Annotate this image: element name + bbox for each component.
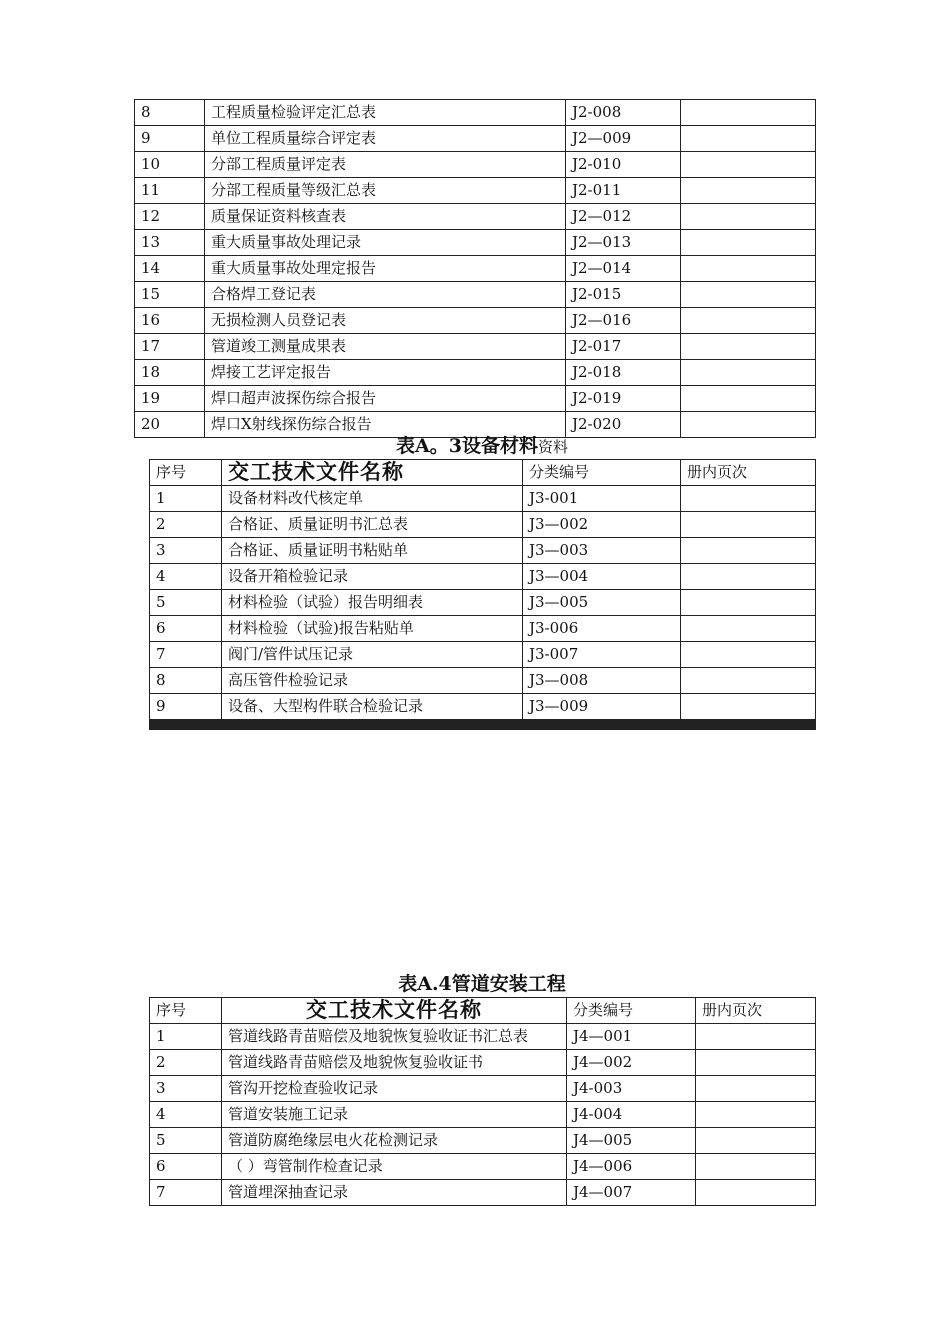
cell-no: 16 [135,308,205,334]
header-page: 册内页次 [696,998,816,1024]
cell-page [681,308,816,334]
header-name: 交工技术文件名称 [222,998,567,1024]
table-a3 [149,459,816,730]
cell-code: J2-010 [566,152,681,178]
caption-normal: 资料 [537,438,568,456]
table-row [150,694,816,720]
cell-page [681,256,816,282]
table-row [150,668,816,694]
cell-code: J2-008 [566,100,681,126]
cell-page [681,729,816,730]
cell-page [696,1154,816,1180]
cell-name: （ ）弯管制作检查记录 [222,1154,567,1180]
table-a4 [149,997,816,1206]
table-row [135,386,816,412]
cell-no: 18 [135,360,205,386]
cell-no: 9 [150,694,222,720]
cell-no: 2 [150,1050,222,1076]
cell-page [696,1128,816,1154]
cell-no: 8 [135,100,205,126]
cell-no: 10 [135,152,205,178]
header-name: 交工技术文件名称 [222,460,523,486]
cell-page [681,204,816,230]
cell-page [681,152,816,178]
cell-page [681,694,816,720]
cell-no: 19 [135,386,205,412]
cell-code: J2—014 [566,256,681,282]
cell-no: 9 [135,126,205,152]
cell-name: 工程质量检验评定汇总表 [205,100,566,126]
table-row [135,100,816,126]
cell-page [696,1024,816,1050]
cell-name: 管道防腐绝缘层电火花检测记录 [222,1128,567,1154]
table-a3-caption [149,433,815,461]
table-row [135,230,816,256]
cell-code: J2—013 [566,230,681,256]
cell-no [150,729,222,730]
cell-page [681,642,816,668]
table-row [135,152,816,178]
cell-name: 无损检测人员登记表 [205,308,566,334]
table-row [150,538,816,564]
cell-no: 20 [135,412,205,438]
cell-no: 13 [135,230,205,256]
header-code: 分类编号 [523,460,681,486]
cell-code: J3-007 [523,642,681,668]
cell-name: 重大质量事故处理定报告 [205,256,566,282]
cell-code: J3-006 [523,616,681,642]
cell-page [696,1050,816,1076]
cell-name: 管道线路青苗赔偿及地貌恢复验收证书 [222,1050,567,1076]
cell-no: 3 [150,1076,222,1102]
cell-code: J2—012 [566,204,681,230]
cell-code: J3—009 [523,694,681,720]
caption-bold: 表A。3设备材料 [396,435,538,457]
cell-no: 7 [150,1180,222,1206]
table-row [150,1050,816,1076]
cell-code: J3—005 [523,590,681,616]
cell-name: 单位工程质量综合评定表 [205,126,566,152]
cell-page [681,512,816,538]
cell-code: J4—007 [567,1180,696,1206]
table-row [135,308,816,334]
header-no: 序号 [150,998,222,1024]
cell-name: 管道安装施工记录 [222,1102,567,1128]
header-page: 册内页次 [681,460,816,486]
table-row [150,590,816,616]
cell-code: J4—005 [567,1128,696,1154]
table-row [135,334,816,360]
cell-page [696,1102,816,1128]
cell-no: 8 [150,668,222,694]
table-a2-continued [134,99,816,438]
table-row [150,1102,816,1128]
cell-name: 质量保证资料核查表 [205,204,566,230]
cell-code: J2-017 [566,334,681,360]
table-row [135,126,816,152]
table-row [150,512,816,538]
cell-code: J2-011 [566,178,681,204]
cell-no: 15 [135,282,205,308]
table-header-row [150,998,816,1024]
table-row [150,1128,816,1154]
cell-no: 6 [150,1154,222,1180]
cell-name: 分部工程质量评定表 [205,152,566,178]
cell-page [696,1180,816,1206]
cell-no: 4 [150,564,222,590]
table-row [135,256,816,282]
cell-code: J2-015 [566,282,681,308]
cell-page [681,538,816,564]
cell-code: J3—004 [523,564,681,590]
cell-page [681,334,816,360]
cell-name: 管道竣工测量成果表 [205,334,566,360]
cell-no: 1 [150,1024,222,1050]
table-row [150,1076,816,1102]
table-row [150,1180,816,1206]
cell-no: 14 [135,256,205,282]
cell-name [222,729,523,730]
cell-page [681,564,816,590]
cell-page [681,126,816,152]
cell-name: 焊接工艺评定报告 [205,360,566,386]
cell-code: J4—006 [567,1154,696,1180]
cell-code: J3—008 [523,668,681,694]
cell-name: 阀门/管件试压记录 [222,642,523,668]
table-row [150,486,816,512]
table-a4-caption: 表A.4管道安装工程 [398,973,566,995]
cell-name: 管道埋深抽查记录 [222,1180,567,1206]
table-row [150,642,816,668]
cell-name: 合格证、质量证明书汇总表 [222,512,523,538]
cell-code [523,729,681,730]
cell-name: 设备开箱检验记录 [222,564,523,590]
cell-code: J4-003 [567,1076,696,1102]
cell-code: J4—001 [567,1024,696,1050]
cell-no: 1 [150,486,222,512]
table-row [150,729,816,730]
cell-name: 重大质量事故处理记录 [205,230,566,256]
cell-code: J2—009 [566,126,681,152]
table-row [135,360,816,386]
cell-no: 17 [135,334,205,360]
cell-code: J4—002 [567,1050,696,1076]
table-row [150,1154,816,1180]
cell-page [681,230,816,256]
cell-page [696,1076,816,1102]
cell-name: 焊口超声波探伤综合报告 [205,386,566,412]
table-row [135,178,816,204]
cell-no: 5 [150,1128,222,1154]
cell-no: 6 [150,616,222,642]
cell-page [681,100,816,126]
cell-name: 设备材料改代核定单 [222,486,523,512]
cell-no: 3 [150,538,222,564]
cell-name: 合格焊工登记表 [205,282,566,308]
cell-code: J2-019 [566,386,681,412]
table-header-row [150,460,816,486]
cell-code: J3-001 [523,486,681,512]
cell-name: 焊口X射线探伤综合报告 [205,412,566,438]
cell-page [681,360,816,386]
header-code: 分类编号 [567,998,696,1024]
table-row [135,204,816,230]
cell-name: 高压管件检验记录 [222,668,523,694]
cell-name: 设备、大型构件联合检验记录 [222,694,523,720]
cell-name: 分部工程质量等级汇总表 [205,178,566,204]
cell-code: J2—016 [566,308,681,334]
table-row [150,1024,816,1050]
cell-name: 合格证、质量证明书粘贴单 [222,538,523,564]
cell-page [681,282,816,308]
cell-code: J2-020 [566,412,681,438]
cell-name: 材料检验（试验）报告明细表 [222,590,523,616]
cell-name: 管沟开挖检查验收记录 [222,1076,567,1102]
table-row [150,616,816,642]
cell-code: J3—003 [523,538,681,564]
cell-page [681,590,816,616]
header-no: 序号 [150,460,222,486]
cell-code: J2-018 [566,360,681,386]
cell-no: 2 [150,512,222,538]
cell-no: 12 [135,204,205,230]
cell-page [681,668,816,694]
table-row [135,282,816,308]
table-row [150,564,816,590]
cell-no: 4 [150,1102,222,1128]
cell-no: 7 [150,642,222,668]
cell-page [681,486,816,512]
cell-name: 材料检验（试验)报告粘贴单 [222,616,523,642]
cell-no: 11 [135,178,205,204]
cell-page [681,178,816,204]
cell-no: 5 [150,590,222,616]
cell-code: J3—002 [523,512,681,538]
cell-page [681,386,816,412]
cell-name: 管道线路青苗赔偿及地貌恢复验收证书汇总表 [222,1024,567,1050]
cell-code: J4-004 [567,1102,696,1128]
cell-page [681,616,816,642]
